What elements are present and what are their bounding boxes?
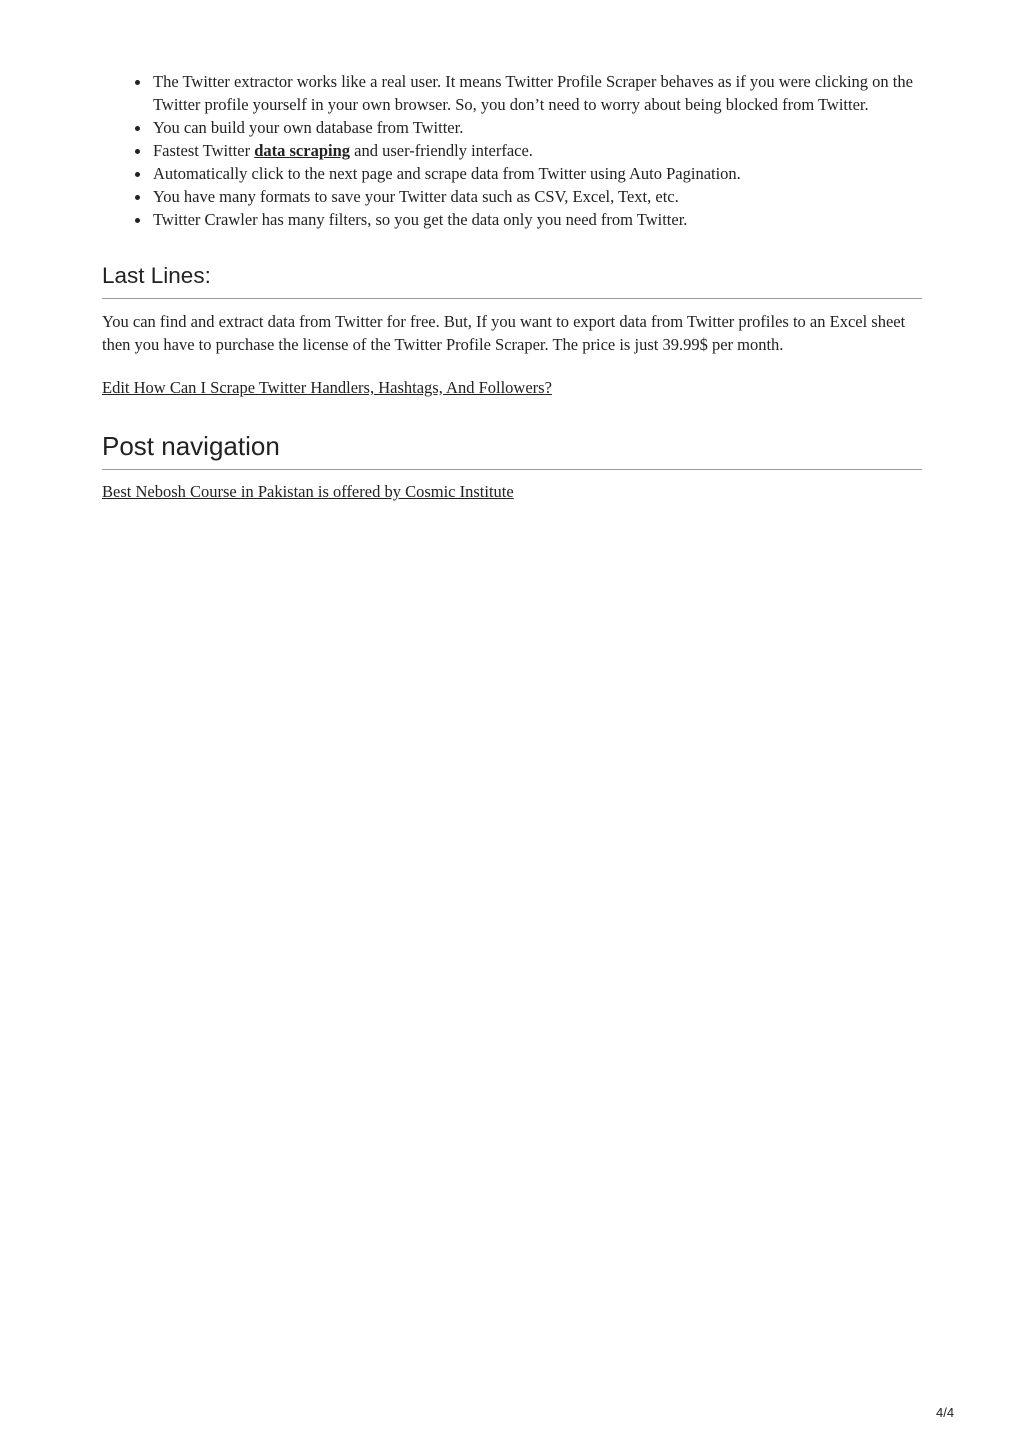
edit-link-line bbox=[102, 376, 922, 399]
page-number: 4/4 bbox=[936, 1405, 955, 1420]
list-item: You can build your own database from Twitter. bbox=[153, 116, 922, 139]
list-item: The Twitter extractor works like a real user. It means Twitter Profile Scraper behaves as if you were clicking on the Twitter profile yourself in your own browser. So, you don’t need to worry about being blocked from Twitter. bbox=[153, 70, 922, 116]
next-post-link[interactable]: Best Nebosh Course in Pakistan is offered by Cosmic Institute bbox=[102, 482, 514, 501]
list-item bbox=[153, 139, 922, 162]
list-item-text: and user-friendly interface. bbox=[350, 141, 533, 160]
list-item: You have many formats to save your Twitter data such as CSV, Excel, Text, etc. bbox=[153, 185, 922, 208]
last-lines-heading: Last Lines: bbox=[102, 263, 922, 299]
article-content bbox=[102, 70, 922, 503]
feature-list bbox=[102, 70, 922, 231]
list-item: Twitter Crawler has many filters, so you get the data only you need from Twitter. bbox=[153, 208, 922, 231]
post-navigation bbox=[102, 480, 922, 503]
data-scraping-link[interactable]: data scraping bbox=[254, 141, 351, 160]
last-lines-paragraph: You can find and extract data from Twitter for free. But, If you want to export data from Twitter profiles to an Excel sheet then you have to purchase the license of the Twitter Profile Scraper. The price is just 39.99$ per month. bbox=[102, 312, 906, 354]
list-item: Automatically click to the next page and scrape data from Twitter using Auto Pagination. bbox=[153, 162, 922, 185]
list-item-text: Fastest Twitter bbox=[153, 141, 255, 160]
edit-post-link[interactable]: Edit How Can I Scrape Twitter Handlers, Hashtags, And Followers? bbox=[102, 378, 552, 397]
post-navigation-heading: Post navigation bbox=[102, 431, 922, 470]
